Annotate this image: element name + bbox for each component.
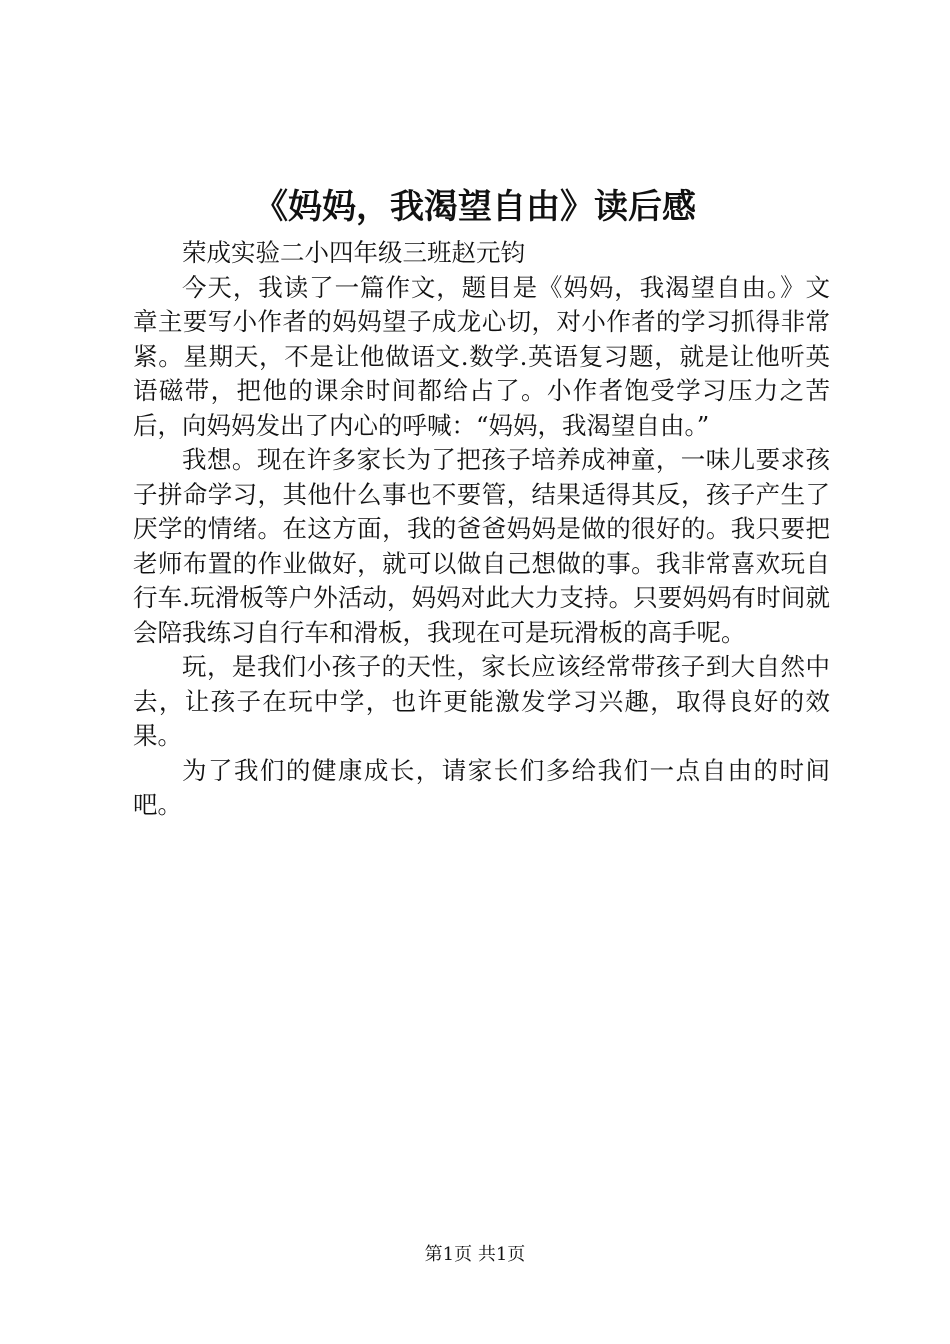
page-title: 《妈妈，我渴望自由》读后感 [254, 187, 696, 227]
page-number-footer: 第1页 共1页 [424, 1244, 526, 1265]
document-body [133, 236, 830, 823]
paragraph: 今天，我读了一篇作文，题目是《妈妈，我渴望自由。》文章主要写小作者的妈妈望子成龙心切，对小作者的学习抓得非常紧。星期天，不是让他做语文.数学.英语复习题，就是让他听英语磁带，把他的课余时间都给占了。小作者饱受学习压力之苦后，向妈妈发出了内心的呼喊：“妈妈，我渴望自由。” [133, 272, 830, 440]
paragraph: 为了我们的健康成长，请家长们多给我们一点自由的时间吧。 [133, 755, 830, 819]
paragraph: 我想。现在许多家长为了把孩子培养成神童，一味儿要求孩子拼命学习，其他什么事也不要管，结果适得其反，孩子产生了厌学的情绪。在这方面，我的爸爸妈妈是做的很好的。我只要把老师布置的作业做好，就可以做自己想做的事。我非常喜欢玩自行车.玩滑板等户外活动，妈妈对此大力支持。只要妈妈有时间就会陪我练习自行车和滑板，我现在可是玩滑板的高手呢。 [133, 445, 830, 647]
paragraph: 玩，是我们小孩子的天性，家长应该经常带孩子到大自然中去，让孩子在玩中学，也许更能激发学习兴趣，取得良好的效果。 [133, 652, 830, 750]
author-byline: 荣成实验二小四年级三班赵元钧 [182, 238, 525, 267]
